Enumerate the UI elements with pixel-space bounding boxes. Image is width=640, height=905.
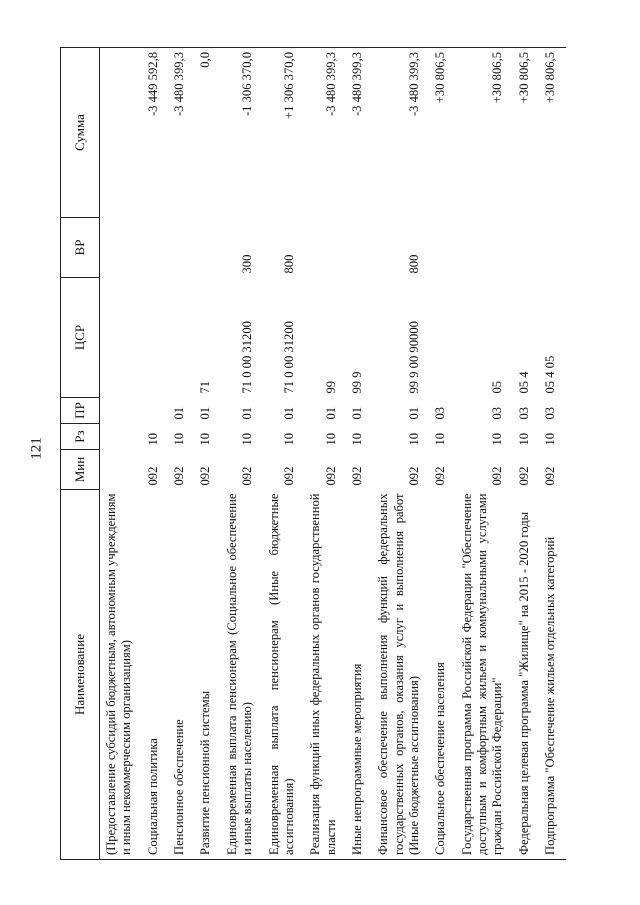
- page-number: 121: [28, 437, 45, 460]
- cell-rz: 10: [349, 432, 364, 446]
- cell-pr: 01: [323, 406, 338, 420]
- cell-rz: 10: [407, 432, 422, 446]
- cell-rz: 10: [198, 432, 213, 446]
- cell-vr: [142, 218, 168, 278]
- cell-name: Реализация функций иных федеральных органов государственной власти: [304, 490, 346, 860]
- cell-csr: 71: [198, 380, 213, 394]
- cell-pr: 03: [543, 406, 558, 420]
- header-csr: ЦСР: [61, 278, 100, 398]
- cell-min: 092: [172, 466, 187, 486]
- cell-pr: 01: [198, 406, 213, 420]
- cell-rz: 10: [490, 432, 505, 446]
- cell-sum: -1 306 370,0: [221, 48, 263, 218]
- cell-vr: [194, 218, 220, 278]
- table-row: [168, 48, 194, 860]
- table-row: [142, 48, 168, 860]
- cell-sum: -3 480 399,3: [372, 48, 429, 218]
- cell-csr: 71 0 00 31200: [240, 321, 255, 394]
- cell-min: 092: [349, 466, 364, 486]
- cell-vr: [346, 218, 372, 278]
- table-row: [513, 48, 539, 860]
- table-header-row: [61, 48, 100, 860]
- cell-min: 092: [145, 466, 160, 486]
- cell-name: Единовременная выплата пенсионерам (Иные бюджетные ассигнования): [263, 490, 305, 860]
- header-sum: Сумма: [61, 48, 100, 218]
- cell-csr: 71 0 00 31200: [281, 321, 296, 394]
- header-name: Наименование: [61, 490, 100, 860]
- cell-rz: 10: [145, 432, 160, 446]
- table-row: [304, 48, 346, 860]
- cell-vr: [304, 218, 346, 278]
- cell-name: Развитие пенсионной системы: [194, 490, 220, 860]
- cell-sum: -3 480 399,3: [304, 48, 346, 218]
- cell-csr: 05 4: [516, 371, 531, 394]
- cell-vr: [429, 218, 455, 278]
- cell-name: Государственная программа Российской Федерации "Обеспечение доступным и комфортным жильем и коммунальными услугами граждан Российской Федерации": [456, 490, 513, 860]
- cell-min: 092: [516, 466, 531, 486]
- cell-sum: +30 806,5: [539, 48, 565, 218]
- cell-rz: 10: [281, 432, 296, 446]
- cell-csr: [100, 278, 142, 398]
- cell-rz: 10: [433, 432, 448, 446]
- cell-pr: [142, 398, 168, 424]
- cell-vr: 300: [240, 254, 255, 274]
- cell-csr: [142, 278, 168, 398]
- header-rz: Рз: [61, 424, 100, 450]
- cell-sum: -3 480 399,3: [346, 48, 372, 218]
- cell-pr: 03: [516, 406, 531, 420]
- header-pr: ПР: [61, 398, 100, 424]
- cell-csr: 99: [323, 380, 338, 394]
- cell-min: 092: [433, 466, 448, 486]
- cell-csr: 05: [490, 380, 505, 394]
- cell-sum: +1 306 370,0: [263, 48, 305, 218]
- table-row: [456, 48, 513, 860]
- cell-min: 092: [490, 466, 505, 486]
- table-row: [194, 48, 220, 860]
- cell-name: Социальное обеспечение населения: [429, 490, 455, 860]
- cell-name: Единовременная выплата пенсионерам (Социальное обеспечение и иные выплаты населению): [221, 490, 263, 860]
- cell-pr: [100, 398, 142, 424]
- header-min: Мин: [61, 450, 100, 490]
- cell-rz: 10: [516, 432, 531, 446]
- header-vr: ВР: [61, 218, 100, 278]
- cell-pr: 01: [407, 406, 422, 420]
- cell-min: 092: [543, 466, 558, 486]
- cell-rz: 10: [172, 432, 187, 446]
- cell-min: 092: [323, 466, 338, 486]
- cell-vr: [168, 218, 194, 278]
- cell-vr: [513, 218, 539, 278]
- table-row: [263, 48, 305, 860]
- cell-pr: 01: [281, 406, 296, 420]
- cell-pr: 01: [349, 406, 364, 420]
- cell-pr: 01: [240, 406, 255, 420]
- cell-min: 092: [198, 466, 213, 486]
- table-row: [221, 48, 263, 860]
- cell-name: Социальная политика: [142, 490, 168, 860]
- cell-csr: 99 9: [349, 371, 364, 394]
- cell-pr: 01: [172, 406, 187, 420]
- cell-name: Подпрограмма "Обеспечение жильем отдельных категорий: [539, 490, 565, 860]
- cell-rz: 10: [323, 432, 338, 446]
- cell-vr: [539, 218, 565, 278]
- cell-min: [100, 450, 142, 490]
- cell-sum: +30 806,5: [456, 48, 513, 218]
- budget-table: [60, 47, 566, 860]
- cell-min: 092: [240, 466, 255, 486]
- cell-rz: [100, 424, 142, 450]
- cell-sum: -3 449 592,8: [142, 48, 168, 218]
- table-row: [539, 48, 565, 860]
- cell-sum: -3 480 399,3: [168, 48, 194, 218]
- cell-rz: 10: [240, 432, 255, 446]
- rotated-page: [60, 48, 590, 860]
- table-row: [346, 48, 372, 860]
- cell-rz: 10: [543, 432, 558, 446]
- cell-vr: 800: [407, 254, 422, 274]
- cell-csr: [429, 278, 455, 398]
- cell-sum: +30 806,5: [513, 48, 539, 218]
- cell-min: 092: [407, 466, 422, 486]
- cell-vr: [100, 218, 142, 278]
- cell-name: Федеральная целевая программа "Жилище" на 2015 - 2020 годы: [513, 490, 539, 860]
- cell-name: Пенсионное обеспечение: [168, 490, 194, 860]
- cell-vr: [456, 218, 513, 278]
- cell-vr: 800: [281, 254, 296, 274]
- cell-min: 092: [281, 466, 296, 486]
- cell-sum: 0,0: [194, 48, 220, 218]
- cell-pr: 03: [490, 406, 505, 420]
- cell-pr: 03: [433, 406, 448, 420]
- table-row: [100, 48, 142, 860]
- table-row: [429, 48, 455, 860]
- cell-name: Иные непрограммные мероприятия: [346, 490, 372, 860]
- cell-csr: [168, 278, 194, 398]
- cell-csr: 99 9 00 90000: [407, 321, 422, 394]
- cell-csr: 05 4 05: [543, 355, 558, 394]
- cell-name: Финансовое обеспечение выполнения функций федеральных государственных органов, оказания услуг и выполнения работ (Иные бюджетные ассигнования): [372, 490, 429, 860]
- cell-sum: +30 806,5: [429, 48, 455, 218]
- table-row: [372, 48, 429, 860]
- cell-name: (Предоставление субсидий бюджетным, автономным учреждениям и иным некоммерческим организациям): [100, 490, 142, 860]
- cell-sum: [100, 48, 142, 218]
